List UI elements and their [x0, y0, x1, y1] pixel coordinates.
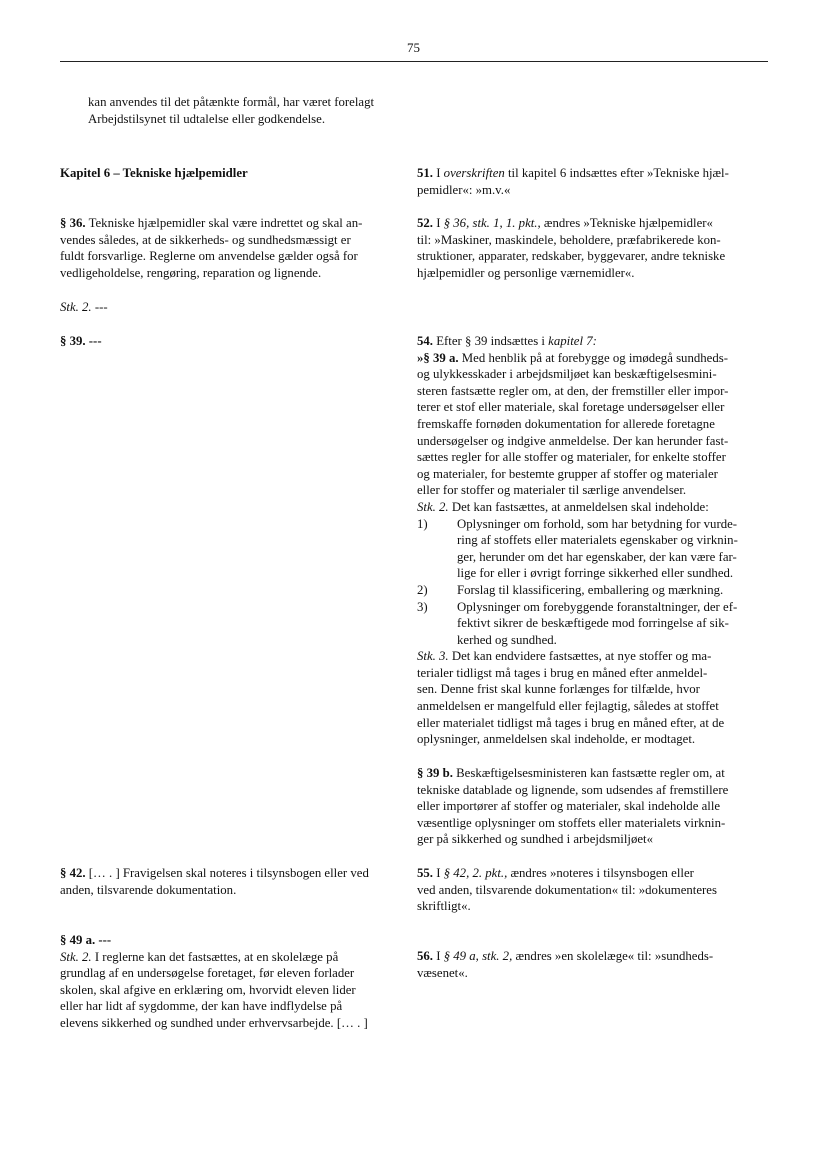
italic-ref: § 42, 2. pkt., — [443, 866, 508, 880]
amendment-number: 51. — [417, 166, 433, 180]
amendment-52 — [417, 215, 769, 281]
list-item — [417, 516, 769, 582]
text-line: tekniske datablade og lignende, som udsendes af fremstillere — [417, 782, 729, 797]
section-heading: § 49 a. --- — [60, 933, 112, 947]
text-line: skriftligt«. — [417, 899, 471, 914]
italic-ref: kapitel 7: — [548, 334, 597, 348]
italic-ref: overskriften — [443, 166, 505, 180]
text-fragment: til kapitel 6 indsættes efter »Tekniske hjæl- — [508, 166, 729, 180]
section-label: »§ 39 a. — [417, 350, 459, 365]
text-line: I reglerne kan det fastsættes, at en skolelæge på — [94, 949, 339, 964]
text-line: oplysninger, anmeldelsen skal indeholde, er modtaget. — [417, 732, 696, 747]
text-fragment: ændres »noteres i tilsynsbogen eller — [510, 866, 694, 880]
text-line: fektivt sikrer de beskæftigede mod forringelse af sik- — [457, 616, 729, 631]
text-line: eller importører af stoffer og materialer, skal indeholde alle — [417, 799, 721, 814]
list-number: 2) — [417, 582, 428, 597]
list-number: 3) — [417, 599, 428, 614]
stk-label: Stk. 2. — [417, 499, 449, 514]
chapter-heading: Kapitel 6 – Tekniske hjælpemidler — [60, 166, 248, 180]
text-line: eller har lidt af sygdomme, der kan have indflydelse på — [60, 999, 343, 1014]
text-line: hjælpemidler og personlige værnemidler«. — [417, 265, 635, 280]
text-line: vedligeholdelse, rengøring, reparation og lignende. — [60, 265, 322, 280]
stk-2: Stk. 2. --- — [60, 300, 108, 314]
text-line: sen. Denne frist skal kunne forlænges for tilfælde, hvor — [417, 682, 700, 697]
text-line: Det kan endvidere fastsættes, at nye stoffer og ma- — [451, 649, 712, 664]
amendment-number: 55. — [417, 866, 433, 880]
section-49a — [60, 932, 395, 1032]
text-line: ger, herunder om det har egenskaber, der kan være far- — [457, 549, 737, 564]
text-line: fremskaffe fornøden dokumentation for allerede foretagne — [417, 416, 715, 431]
text-fragment: ændres »en skolelæge« til: »sundheds- — [515, 949, 714, 963]
text-line: Arbejdstilsynet til udtalelse eller godkendelse. — [88, 111, 326, 126]
section-36 — [60, 215, 395, 281]
amendment-51 — [417, 165, 769, 198]
text-line: struktioner, apparater, redskaber, byggevarer, andre tekniske — [417, 249, 726, 264]
italic-ref: § 36, stk. 1, 1. pkt., — [443, 216, 541, 230]
text-line: vendes således, at de sikkerheds- og sundhedsmæssigt er — [60, 232, 351, 247]
text-line: anden, tilsvarende dokumentation. — [60, 882, 237, 897]
text-line: lige for eller i øvrigt forringe sikkerhed eller sundhed. — [457, 566, 734, 581]
text-fragment: Efter § 39 indsættes i — [436, 334, 545, 348]
text-line: ring af stoffets eller materialets egenskaber og virknin- — [457, 533, 738, 548]
text-line: kerhed og sundhed. — [457, 632, 557, 647]
page-number: 75 — [407, 40, 420, 55]
text-line: Tekniske hjælpemidler skal være indrettet og skal an- — [88, 216, 363, 230]
text-fragment: ændres »Tekniske hjælpemidler« — [543, 216, 713, 230]
text-line: til: »Maskiner, maskindele, beholdere, præfabrikerede kon- — [417, 232, 721, 247]
amendment-number: 56. — [417, 949, 433, 963]
text-line: anmeldelsen er mangelfuld eller fejlagtig, således at stoffet — [417, 699, 719, 714]
section-39b — [417, 765, 769, 848]
text-line: elevens sikkerhed og sundhed under erhvervsarbejde. [… . ] — [60, 1015, 368, 1030]
header-rule — [60, 61, 768, 62]
list-number: 1) — [417, 516, 428, 531]
text-fragment: I — [436, 866, 441, 880]
text-line: og ulykkesskader i arbejdsmiljøet kan beskæftigelsesmini- — [417, 367, 717, 382]
text-fragment: I — [436, 166, 441, 180]
section-label: § 36. — [60, 216, 86, 230]
text-line: Oplysninger om forebyggende foranstaltninger, der ef- — [457, 599, 738, 614]
text-line: eller for stoffer og materialer til særlige anvendelser. — [417, 483, 687, 498]
text-line: [… . ] Fravigelsen skal noteres i tilsynsbogen eller ved — [88, 866, 369, 880]
amendment-number: 54. — [417, 334, 433, 348]
text-fragment: I — [436, 949, 441, 963]
section-label: § 42. — [60, 866, 86, 880]
intro-text — [88, 94, 398, 127]
text-line: terialer tidligst må tages i brug en måned efter anmeldel- — [417, 665, 708, 680]
text-line: eller materialet tidligst må tages i brug en måned efter, at de — [417, 715, 725, 730]
text-line: Forslag til klassificering, emballering og mærkning. — [457, 582, 724, 597]
text-line: steren fastsætte regler om, at den, der fremstiller eller impor- — [417, 383, 729, 398]
amendment-55 — [417, 865, 769, 915]
text-line: undersøgelser og indgive anmeldelse. Der kan herunder fast- — [417, 433, 729, 448]
text-line: væsentlige oplysninger om stoffets eller materialets virknin- — [417, 815, 726, 830]
text-line: kan anvendes til det påtænkte formål, har været forelagt — [88, 95, 375, 109]
stk-label: Stk. 2. — [60, 949, 92, 964]
amendment-54 — [417, 333, 769, 748]
text-line: ger på sikkerhed og sundhed i arbejdsmiljøet« — [417, 832, 653, 847]
italic-ref: § 49 a, stk. 2, — [443, 949, 513, 963]
text-line: skolen, skal afgive en erklæring om, hvorvidt eleven lider — [60, 982, 356, 997]
text-line: Med henblik på at forebygge og imødegå sundheds- — [461, 350, 728, 365]
stk-label: Stk. 3. — [417, 649, 449, 664]
text-line: pemidler«: »m.v.« — [417, 182, 511, 197]
text-line: fuldt forsvarlige. Reglerne om anvendelse gælder også for — [60, 249, 358, 264]
section-42 — [60, 865, 395, 898]
section-label: § 39 b. — [417, 766, 453, 780]
amendment-number: 52. — [417, 216, 433, 230]
amendment-56 — [417, 948, 769, 981]
text-line: Beskæftigelsesministeren kan fastsætte regler om, at — [456, 766, 725, 780]
text-line: og materialer, for bestemte grupper af stoffer og materialer — [417, 466, 718, 481]
text-line: grundlag af en undersøgelse foretaget, før eleven forlader — [60, 966, 355, 981]
text-fragment: I — [436, 216, 441, 230]
text-line: terer et stof eller materiale, skal foretage undersøgelser eller — [417, 400, 725, 415]
list-item — [417, 599, 769, 649]
section-39: § 39. --- — [60, 334, 102, 348]
list-item — [417, 582, 769, 599]
text-line: Oplysninger om forhold, som har betydning for vurde- — [457, 516, 738, 531]
text-line: sættes regler for alle stoffer og materialer, for enkelte stoffer — [417, 450, 726, 465]
text-line: væsenet«. — [417, 965, 468, 980]
text-line: Det kan fastsættes, at anmeldelsen skal indeholde: — [451, 499, 709, 514]
text-line: ved anden, tilsvarende dokumentation« til: »dokumenteres — [417, 882, 717, 897]
